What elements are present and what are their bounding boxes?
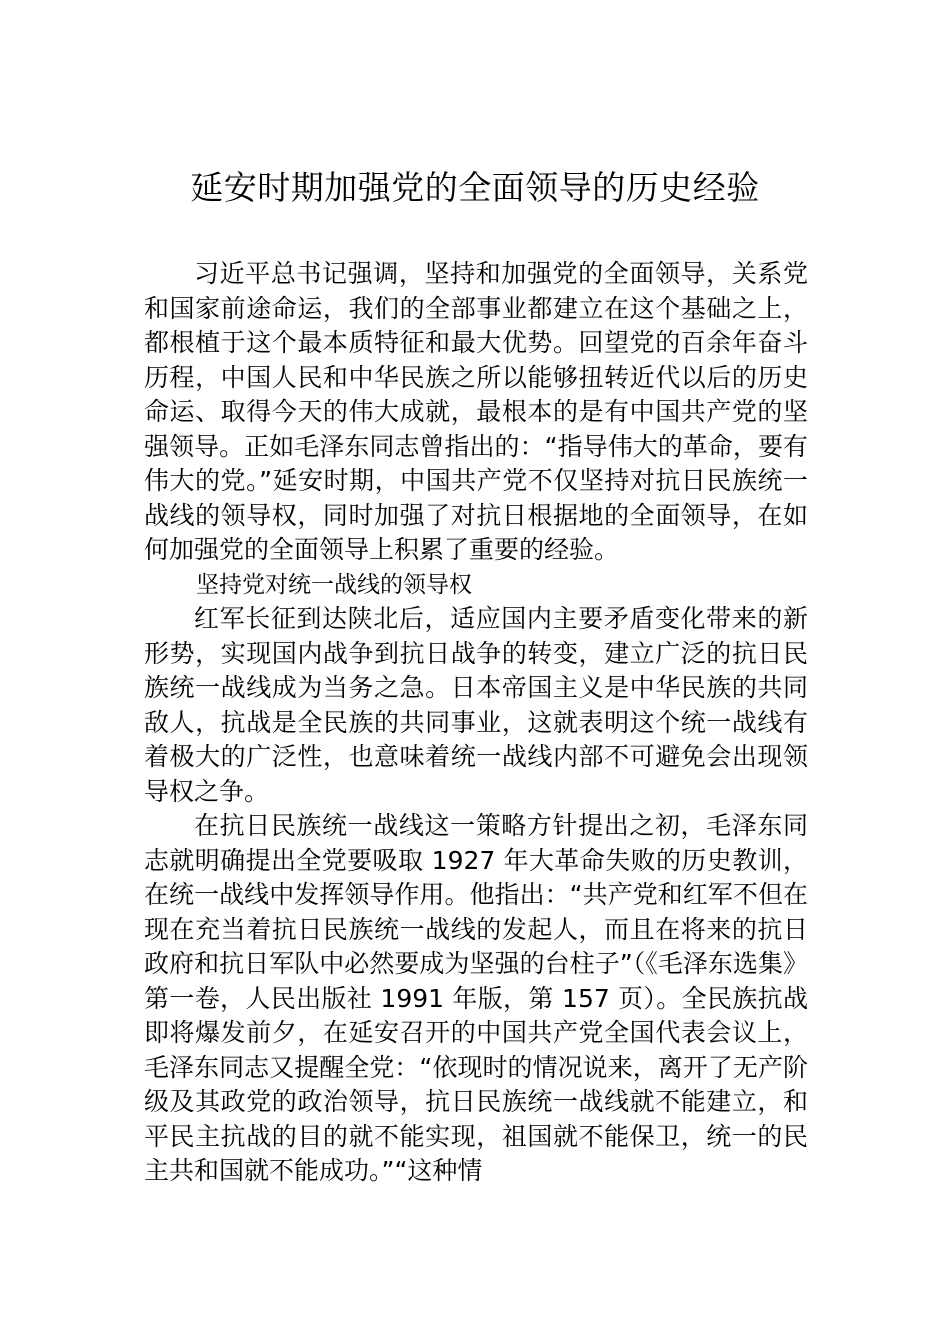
document-body (144, 257, 808, 1189)
intro-paragraph: 习近平总书记强调，坚持和加强党的全面领导，关系党和国家前途命运，我们的全部事业都建立在这个基础之上，都根植于这个最本质特征和最大优势。回望党的百余年奋斗历程，中国人民和中华民族之所以能够扭转近代以后的历史命运、取得今天的伟大成就，最根本的是有中国共产党的坚强领导。正如毛泽东同志曾指出的：“指导伟大的革命，要有伟大的党。”延安时期，中国共产党不仅坚持对抗日民族统一战线的领导权，同时加强了对抗日根据地的全面领导，在如何加强党的全面领导上积累了重要的经验。 (144, 259, 808, 564)
document-title: 延安时期加强党的全面领导的历史经验 (190, 168, 760, 207)
body-paragraph: 在抗日民族统一战线这一策略方针提出之初，毛泽东同志就明确提出全党要吸取 1927 年大革命失败的历史教训，在统一战线中发挥领导作用。他指出：“共产党和红军不但在现在充当着抗日民族统一战线的发起人，而且在将来的抗日政府和抗日军队中必然要成为坚强的台柱子”（《毛泽东选集》第一卷，人民出版社 1991 年版，第 157 页）。全民族抗战即将爆发前夕，在延安召开的中国共产党全国代表会议上，毛泽东同志又提醒全党：“依现时的情况说来，离开了无产阶级及其政党的政治领导，抗日民族统一战线就不能建立，和平民主抗战的目的就不能实现，祖国就不能保卫，统一的民主共和国就不能成功。”“这种情 (144, 811, 808, 1185)
body-paragraph: 红军长征到达陕北后，适应国内主要矛盾变化带来的新形势，实现国内战争到抗日战争的转变，建立广泛的抗日民族统一战线成为当务之急。日本帝国主义是中华民族的共同敌人，抗战是全民族的共同事业，这就表明这个统一战线有着极大的广泛性，也意味着统一战线内部不可避免会出现领导权之争。 (144, 604, 808, 806)
section-heading: 坚持党对统一战线的领导权 (196, 571, 472, 598)
